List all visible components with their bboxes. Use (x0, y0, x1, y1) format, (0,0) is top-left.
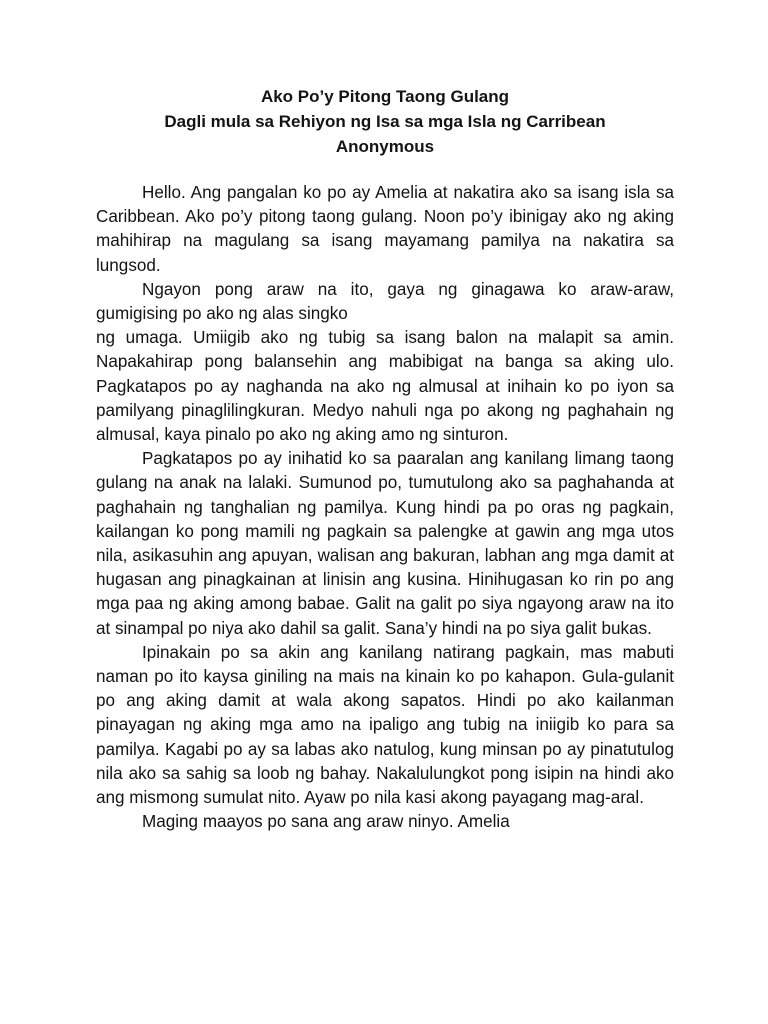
document-subtitle: Dagli mula sa Rehiyon ng Isa sa mga Isla ng Carribean (164, 112, 606, 131)
paragraph-2-continuation: ng umaga. Umiigib ako ng tubig sa isang balon na malapit sa amin. Napakahirap pong balansehin ang mabibigat na banga sa aking ulo. Pagkatapos po ay naghanda na ako ng almusal at inihain ko po iyon sa pamilyang pinaglilingkuran. Medyo nahuli nga po akong ng paghahain ng almusal, kaya pinalo po ako ng aking amo ng sinturon. (96, 328, 674, 445)
document-title: Ako Po’y Pitong Taong Gulang (260, 87, 510, 106)
document-header (96, 84, 674, 159)
document-author: Anonymous (335, 137, 435, 156)
document-page (96, 84, 674, 834)
paragraph-4: Ipinakain po sa akin ang kanilang natirang pagkain, mas mabuti naman po ito kaysa giniling na mais na kinain ko po kahapon. Gula-gulanit po ang aking damit at wala akong sapatos. Hindi po ako kailanman pinayagan ng aking mga amo na ipaligo ang tubig na iniigib ko para sa pamilya. Kagabi po ay sa labas ako natulog, kung minsan po ay pinatutulog nila ako sa sahig sa loob ng bahay. Nakalulungkot pong isipin na hindi ako ang mismong sumulat nito. Ayaw po nila kasi akong payagang mag-aral. (96, 642, 674, 808)
paragraph-2: Ngayon pong araw na ito, gaya ng ginagawa ko araw-araw, gumigising po ako ng alas singko (96, 279, 674, 324)
closing-line: Maging maayos po sana ang araw ninyo. Amelia (142, 812, 510, 832)
paragraph-1: Hello. Ang pangalan ko po ay Amelia at nakatira ako sa isang isla sa Caribbean. Ako po’y pitong taong gulang. Noon po’y ibinigay ako ng aking mahihirap na magulang sa isang mayamang pamilya na nakatira sa lungsod. (96, 183, 674, 275)
paragraph-3: Pagkatapos po ay inihatid ko sa paaralan ang kanilang limang taong gulang na anak na lalaki. Sumunod po, tumutulong ako sa paghahanda at paghahain ng tanghalian ng pamilya. Kung hindi pa po oras ng pagkain, kailangan ko pong mamili ng pagkain sa palengke at gawin ang mga utos nila, asikasuhin ang apuyan, walisan ang bakuran, labhan ang mga damit at hugasan ang pinagkainan at linisin ang kusina. Hinihugasan ko rin po ang mga paa ng aking among babae. Galit na galit po siya ngayong araw na ito at sinampal po niya ako dahil sa galit. Sana’y hindi na po siya galit bukas. (96, 449, 674, 638)
